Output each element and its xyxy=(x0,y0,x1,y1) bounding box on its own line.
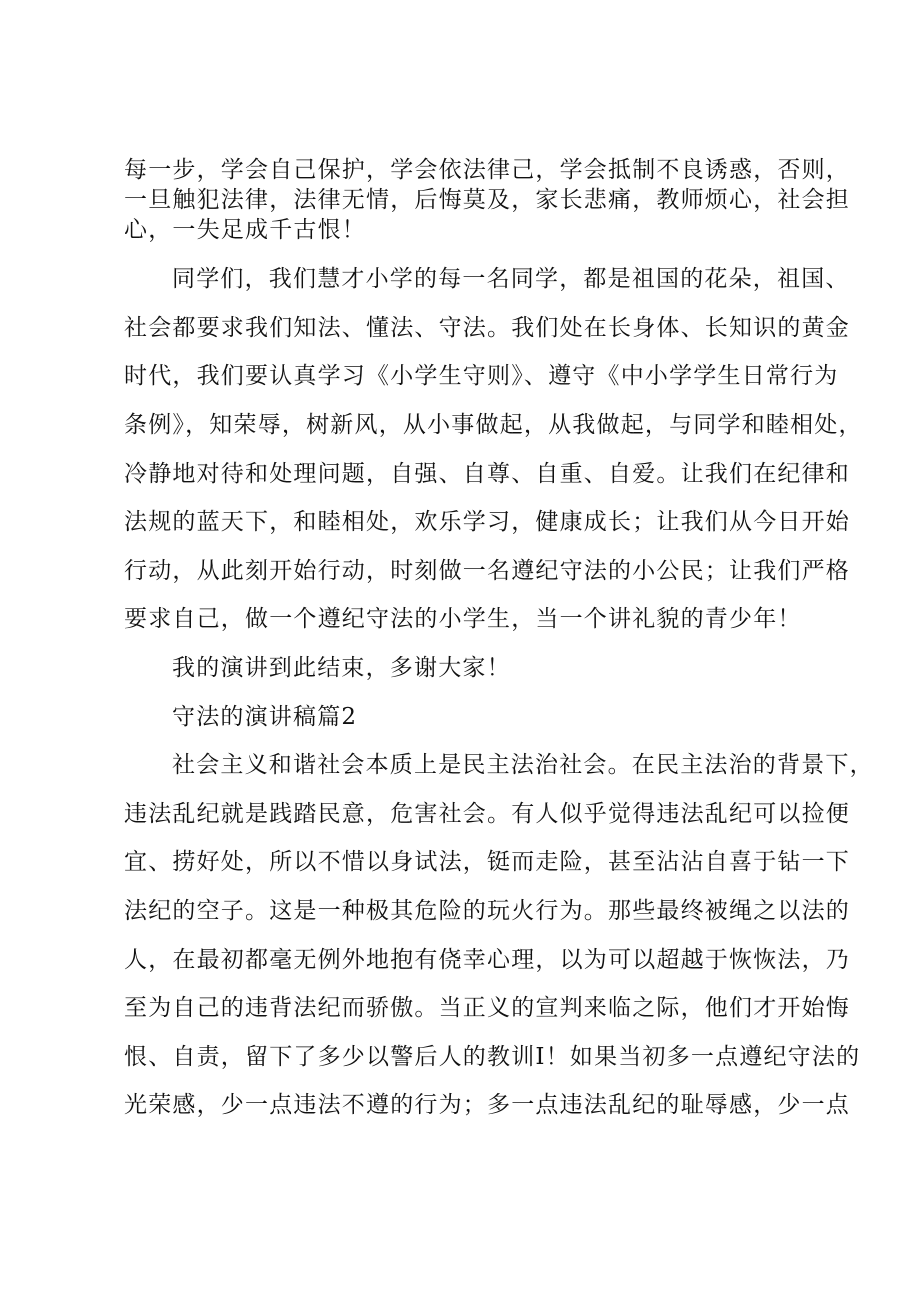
text-line: 人，在最初都毫无例外地抱有侥幸心理，以为可以超越于恢恢法，乃 xyxy=(124,947,850,973)
text-line: 一旦触犯法律，法律无情，后悔莫及，家长悲痛，教师烦心，社会担 xyxy=(124,187,850,213)
text-line: 条例》，知荣辱，树新风，从小事做起，从我做起，与同学和睦相处， xyxy=(124,412,863,438)
text-line: 每一步，学会自己保护，学会依法律己，学会抵制不良诱惑，否则， xyxy=(124,157,850,183)
text-line: 违法乱纪就是践踏民意，危害社会。有人似乎觉得违法乱纪可以捡便 xyxy=(124,801,850,827)
text-line: 行动，从此刻开始行动，时刻做一名遵纪守法的小公民；让我们严格 xyxy=(124,558,850,584)
text-line: 光荣感，少一点违法不遵的行为；多一点违法乱纪的耻辱感，少一点 xyxy=(124,1092,850,1118)
text-line: 恨、自责，留下了多少以警后人的教训I！如果当初多一点遵纪守法的 xyxy=(124,1044,861,1070)
text-line: 法纪的空子。这是一种极其危险的玩火行为。那些最终被绳之以法的 xyxy=(124,898,850,924)
paragraph-start-line: 同学们，我们慧才小学的每一名同学，都是祖国的花朵，祖国、 xyxy=(172,266,850,292)
text-line: 时代，我们要认真学习《小学生守则》、遵守《中小学学生日常行为 xyxy=(124,363,839,389)
closing-line: 我的演讲到此结束，多谢大家！ xyxy=(172,655,511,681)
text-line: 宜、捞好处，所以不惜以身试法，铤而走险，甚至沾沾自喜于钻一下 xyxy=(124,849,850,875)
text-line: 法规的蓝天下，和睦相处，欢乐学习，健康成长；让我们从今日开始 xyxy=(124,509,850,535)
text-line: 要求自己，做一个遵纪守法的小学生，当一个讲礼貌的青少年！ xyxy=(124,606,802,632)
text-line: 心，一失足成千古恨！ xyxy=(124,217,366,243)
paragraph-start-line: 社会主义和谐社会本质上是民主法治社会。在民主法治的背景下， xyxy=(172,752,874,778)
text-line: 冷静地对待和处理问题，自强、自尊、自重、自爱。让我们在纪律和 xyxy=(124,461,850,487)
text-line: 社会都要求我们知法、懂法、守法。我们处在长身体、长知识的黄金 xyxy=(124,315,850,341)
text-line: 至为自己的违背法纪而骄傲。当正义的宣判来临之际，他们才开始悔 xyxy=(124,995,850,1021)
section-heading: 守法的演讲稿篇2 xyxy=(172,704,358,730)
